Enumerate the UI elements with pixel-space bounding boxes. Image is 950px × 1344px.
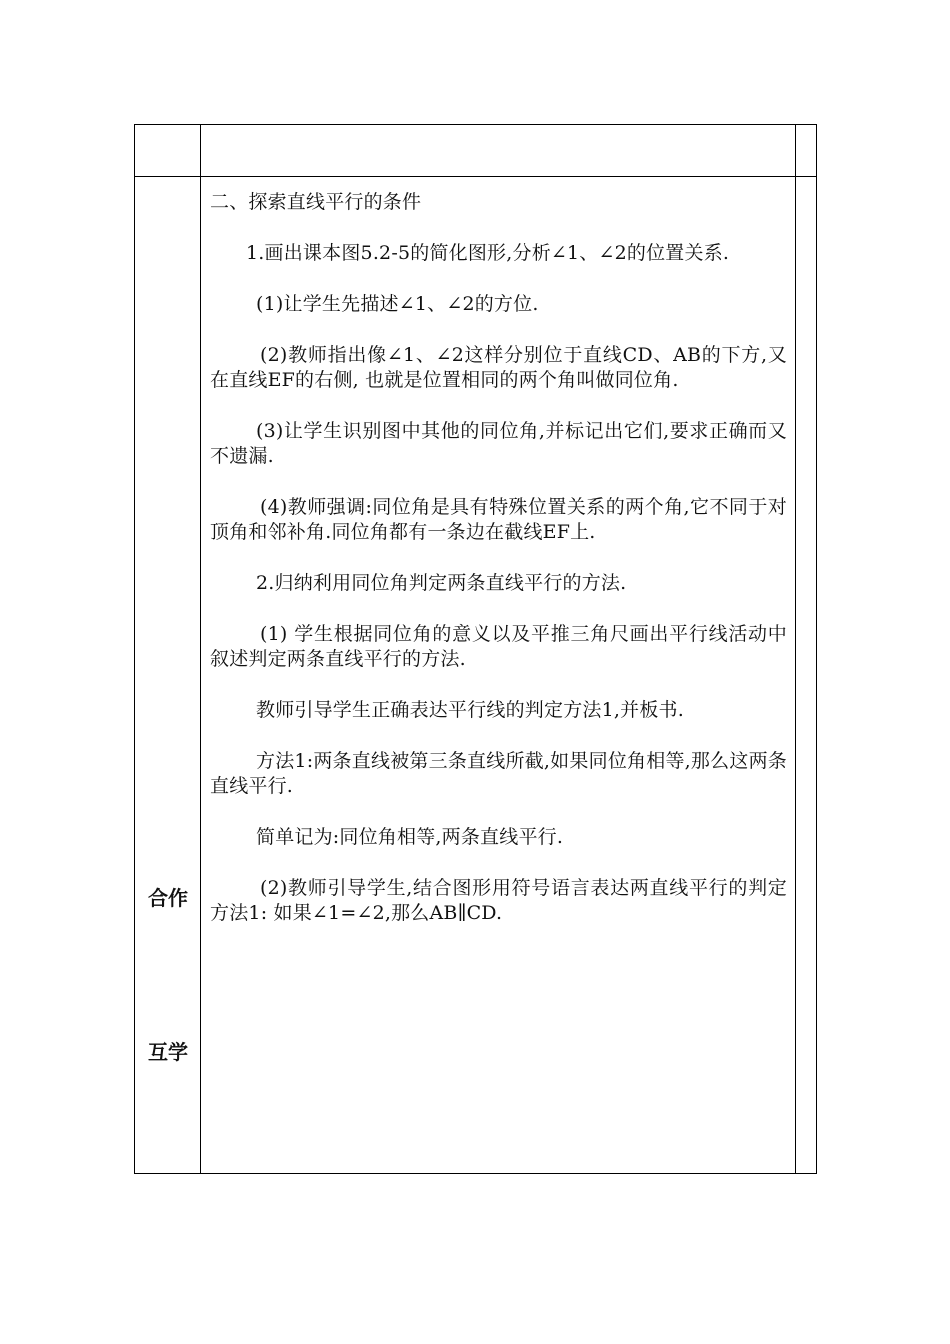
paragraph: (3)让学生识别图中其他的同位角,并标记出它们,要求正确而又不遗漏. [210, 420, 787, 467]
content-cell [201, 177, 796, 1174]
section-label-cell [135, 177, 201, 1174]
section-label-cooperate: 合作 [148, 886, 188, 910]
table-cell-empty [796, 125, 817, 177]
section-heading: 二、探索直线平行的条件 [210, 191, 422, 213]
paragraph: (4)教师强调:同位角是具有特殊位置关系的两个角,它不同于对顶角和邻补角.同位角都有一条边在截线EF上. [210, 496, 787, 543]
table-row [135, 125, 817, 177]
paragraph: 2.归纳利用同位角判定两条直线平行的方法. [256, 572, 627, 594]
lesson-plan-table [134, 124, 817, 1174]
section-label-mutual-learning: 互学 [148, 1040, 188, 1064]
paragraph: (2)教师引导学生,结合图形用符号语言表达两直线平行的判定方法1: 如果∠1=∠2,那么AB∥CD. [210, 877, 787, 924]
table-row [135, 177, 817, 1174]
paragraph: 方法1:两条直线被第三条直线所截,如果同位角相等,那么这两条直线平行. [210, 750, 787, 797]
paragraph: (1)让学生先描述∠1、∠2的方位. [256, 293, 539, 315]
paragraph: (2)教师指出像∠1、∠2这样分别位于直线CD、AB的下方,又在直线EF的右侧, 也就是位置相同的两个角叫做同位角. [210, 344, 787, 391]
table-cell-empty [201, 125, 796, 177]
paragraph: (1) 学生根据同位角的意义以及平推三角尺画出平行线活动中叙述判定两条直线平行的方法. [210, 623, 787, 670]
table-cell-empty [135, 125, 201, 177]
paragraph: 简单记为:同位角相等,两条直线平行. [256, 826, 564, 848]
lesson-content [201, 177, 795, 926]
paragraph: 1.画出课本图5.2-5的简化图形,分析∠1、∠2的位置关系. [246, 242, 730, 264]
paragraph: 教师引导学生正确表达平行线的判定方法1,并板书. [256, 699, 684, 721]
table-cell-empty [796, 177, 817, 1174]
